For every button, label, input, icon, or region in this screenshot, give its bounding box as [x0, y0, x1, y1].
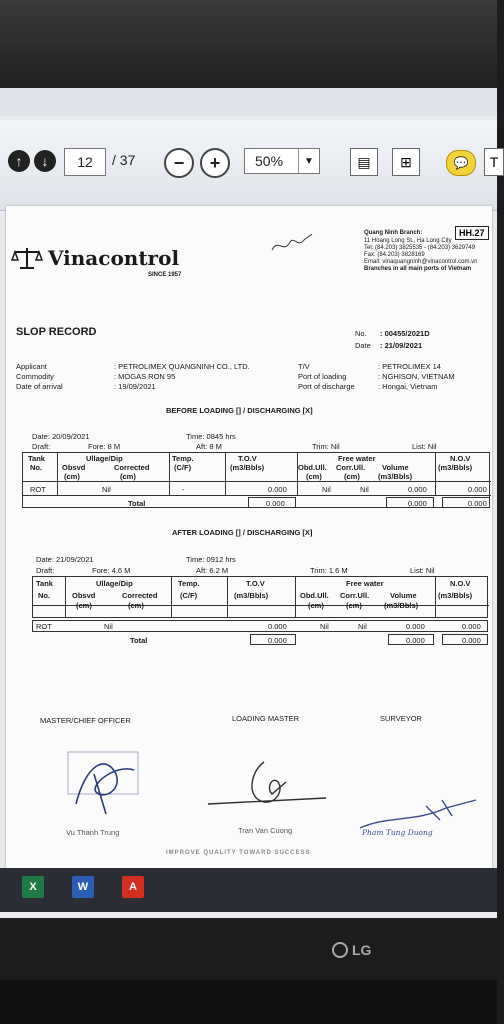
pol-label: Port of loading — [298, 372, 347, 381]
pol-value: : NGHISON, VIETNAM — [378, 372, 455, 381]
before-col-cf: (C/F) — [174, 463, 192, 472]
after-total-vol: 0.000 — [406, 636, 425, 645]
text-tool-icon[interactable]: T — [484, 148, 504, 176]
record-no-value: : 00455/2021D — [380, 329, 430, 338]
before-col-tank: Tank — [28, 454, 45, 463]
zoom-in-button[interactable]: + — [200, 148, 230, 178]
before-row-tov: 0.000 — [268, 485, 287, 494]
after-row-tank: ROT — [36, 622, 52, 631]
applicant-label: Applicant — [16, 362, 47, 371]
company-since: SINCE 1957 — [148, 272, 182, 278]
before-time: Time: 0845 hrs — [186, 432, 236, 441]
surveyor-name: Pham Tung Duong — [362, 828, 433, 837]
before-col-corrected: Corrected — [114, 463, 150, 472]
screen — [0, 88, 497, 918]
zoom-level-select[interactable] — [244, 148, 320, 174]
after-col-cf: (C/F) — [180, 591, 198, 600]
before-col-volume-unit: (m3/Bbls) — [378, 472, 413, 481]
arrival-label: Date of arrival — [16, 382, 63, 391]
before-col-tov-unit: (m3/Bbls) — [230, 463, 265, 472]
before-aft: Aft: 8 M — [196, 442, 222, 451]
company-name: Vinacontrol — [48, 246, 180, 270]
pod-label: Port of discharge — [298, 382, 355, 391]
after-row-obsvd: Nil — [104, 622, 113, 631]
loading-master-signature — [206, 742, 346, 822]
before-draft: Draft: — [32, 442, 51, 451]
before-col-tov: T.O.V — [238, 454, 257, 463]
branch-email: Email: vinaquangninh@vinacontrol.com.vn — [364, 259, 478, 265]
master-signature-label: MASTER/CHIEF OFFICER — [40, 716, 131, 725]
after-total-nov: 0.000 — [462, 636, 481, 645]
after-total-label: Total — [130, 636, 148, 645]
after-draft: Draft: — [36, 566, 55, 575]
pdf-reader-icon[interactable]: A — [122, 876, 144, 898]
company-logo — [12, 246, 179, 270]
after-col-obd-ull: Obd.Ull. — [300, 591, 329, 600]
after-list: List: Nil — [410, 566, 435, 575]
before-trim: Trim: Nil — [312, 442, 340, 451]
vinacontrol-scale-icon — [12, 246, 42, 270]
monitor-brand-logo — [332, 942, 371, 958]
before-row-tank: ROT — [30, 485, 46, 494]
record-no-label: No. — [355, 329, 367, 338]
before-col-cm-2: (cm) — [120, 472, 136, 481]
handwritten-initials — [268, 230, 318, 260]
after-row-nov: 0.000 — [462, 622, 481, 631]
taskbar — [0, 868, 497, 912]
lg-circle-icon — [332, 942, 348, 958]
after-col-corr-ull: Corr.Ull. — [340, 591, 370, 600]
before-total-tov: 0.000 — [266, 499, 285, 508]
pod-value: : Hongai, Vietnam — [378, 382, 438, 391]
comment-icon[interactable]: 💬 — [446, 150, 476, 176]
commodity-label: Commodity — [16, 372, 54, 381]
surveyor-label: SURVEYOR — [380, 714, 422, 723]
after-section-title: AFTER LOADING [] / DISCHARGING [X] — [172, 528, 313, 537]
after-col-tov: T.O.V — [246, 579, 265, 588]
branch-fax: Fax: (84.203) 3828169 — [364, 252, 425, 258]
before-total-label: Total — [128, 499, 146, 508]
before-col-obsvd: Obsvd — [62, 463, 86, 472]
after-date: Date: 21/09/2021 — [36, 555, 94, 564]
before-row-obd: Nil — [322, 485, 331, 494]
before-total-vol: 0.000 — [408, 499, 427, 508]
after-col-temp: Temp. — [178, 579, 200, 588]
fit-width-icon[interactable]: ⊞ — [392, 148, 420, 176]
branch-tel: Tel: (84.203) 3825535 - (84.203) 3629749 — [364, 245, 476, 251]
before-col-cm-4: (cm) — [344, 472, 360, 481]
commodity-value: : MOGAS RON 95 — [114, 372, 176, 381]
zoom-level-value: 50% — [255, 153, 284, 169]
after-row-tov: 0.000 — [268, 622, 287, 631]
before-col-volume: Volume — [382, 463, 409, 472]
monitor-bezel-top — [0, 0, 497, 90]
before-row-temp: - — [182, 485, 185, 494]
loading-master-label: LOADING MASTER — [232, 714, 300, 723]
after-trim: Trim: 1.6 M — [310, 566, 348, 575]
after-col-cm-4: (cm) — [346, 601, 362, 610]
after-row-vol: 0.000 — [406, 622, 425, 631]
after-col-cm-2: (cm) — [128, 601, 144, 610]
pdf-toolbar — [0, 120, 497, 211]
menu-strip — [0, 88, 497, 116]
before-list: List: Nil — [412, 442, 437, 451]
before-col-cm-1: (cm) — [64, 472, 80, 481]
after-col-ullage: Ullage/Dip — [96, 579, 133, 588]
after-col-obsvd: Obsvd — [72, 591, 96, 600]
before-col-cm-3: (cm) — [306, 472, 322, 481]
branch-title: Quang Ninh Branch: — [364, 230, 423, 236]
after-col-no: No. — [38, 591, 51, 600]
after-row-obd: Nil — [320, 622, 329, 631]
after-col-volume: Volume — [390, 591, 417, 600]
master-signature-stamp — [46, 734, 156, 824]
total-pages-label: / 37 — [112, 152, 136, 168]
form-code: HH.27 — [455, 226, 489, 240]
document-title: SLOP RECORD — [16, 326, 97, 338]
before-date: Date: 20/09/2021 — [32, 432, 90, 441]
branch-address: 11 Hoang Long St., Ha Long City — [364, 238, 452, 244]
master-name: Vu Thanh Trung — [66, 828, 120, 837]
before-row-nov: 0.000 — [468, 485, 487, 494]
vessel-value: : PETROLIMEX 14 — [378, 362, 441, 371]
after-total-tov: 0.000 — [268, 636, 287, 645]
before-col-ullage: Ullage/Dip — [86, 454, 123, 463]
after-col-volume-unit: (m3/Bbls) — [384, 601, 419, 610]
record-date-value: : 21/09/2021 — [380, 341, 423, 350]
excel-icon[interactable]: X — [22, 876, 44, 898]
vessel-label: T/V — [298, 362, 310, 371]
before-col-obd-ull: Obd.Ull. — [298, 463, 327, 472]
company-slogan: IMPROVE QUALITY TOWARD SUCCESS — [166, 850, 311, 856]
before-row-corr: Nil — [360, 485, 369, 494]
after-col-corrected: Corrected — [122, 591, 158, 600]
after-col-tov-unit: (m3/Bbls) — [234, 591, 269, 600]
before-col-corr-ull: Corr.Ull. — [336, 463, 366, 472]
after-col-cm-3: (cm) — [308, 601, 324, 610]
zoom-out-button[interactable]: − — [164, 148, 194, 178]
after-fore: Fore: 4.6 M — [92, 566, 131, 575]
after-time: Time: 0912 hrs — [186, 555, 236, 564]
arrival-value: : 19/09/2021 — [114, 382, 156, 391]
desk-surface — [0, 980, 497, 1024]
after-col-free-water: Free water — [346, 579, 384, 588]
after-col-tank: Tank — [36, 579, 53, 588]
before-row-vol: 0.000 — [408, 485, 427, 494]
after-col-nov-unit: (m3/Bbls) — [438, 591, 473, 600]
after-aft: Aft: 6.2 M — [196, 566, 229, 575]
fit-page-icon[interactable]: ▤ — [350, 148, 378, 176]
before-col-free-water: Free water — [338, 454, 376, 463]
after-row-corr: Nil — [358, 622, 367, 631]
before-row-obsvd: Nil — [102, 485, 111, 494]
after-col-cm-1: (cm) — [76, 601, 92, 610]
next-page-icon[interactable]: ↓ — [34, 150, 56, 172]
record-date-label: Date — [355, 341, 371, 350]
previous-page-icon[interactable]: ↑ — [8, 150, 30, 172]
page-number-input[interactable]: 12 — [64, 148, 106, 176]
word-icon[interactable]: W — [72, 876, 94, 898]
applicant-value: : PETROLIMEX QUANGNINH CO., LTD. — [114, 362, 250, 371]
before-col-no: No. — [30, 463, 43, 472]
before-fore: Fore: 8 M — [88, 442, 121, 451]
after-col-nov: N.O.V — [450, 579, 471, 588]
branch-note: Branches in all main ports of Vietnam — [364, 266, 472, 272]
before-col-nov-unit: (m3/Bbls) — [438, 463, 473, 472]
loading-master-name: Tran Van Cuong — [238, 826, 293, 835]
pdf-page — [6, 206, 492, 878]
before-col-nov: N.O.V — [450, 454, 471, 463]
before-col-temp: Temp. — [172, 454, 194, 463]
chevron-down-icon[interactable]: ▼ — [298, 149, 319, 173]
before-total-nov: 0.000 — [468, 499, 487, 508]
before-section-title: BEFORE LOADING [] / DISCHARGING [X] — [166, 406, 313, 415]
monitor-brand-text: LG — [352, 942, 372, 958]
